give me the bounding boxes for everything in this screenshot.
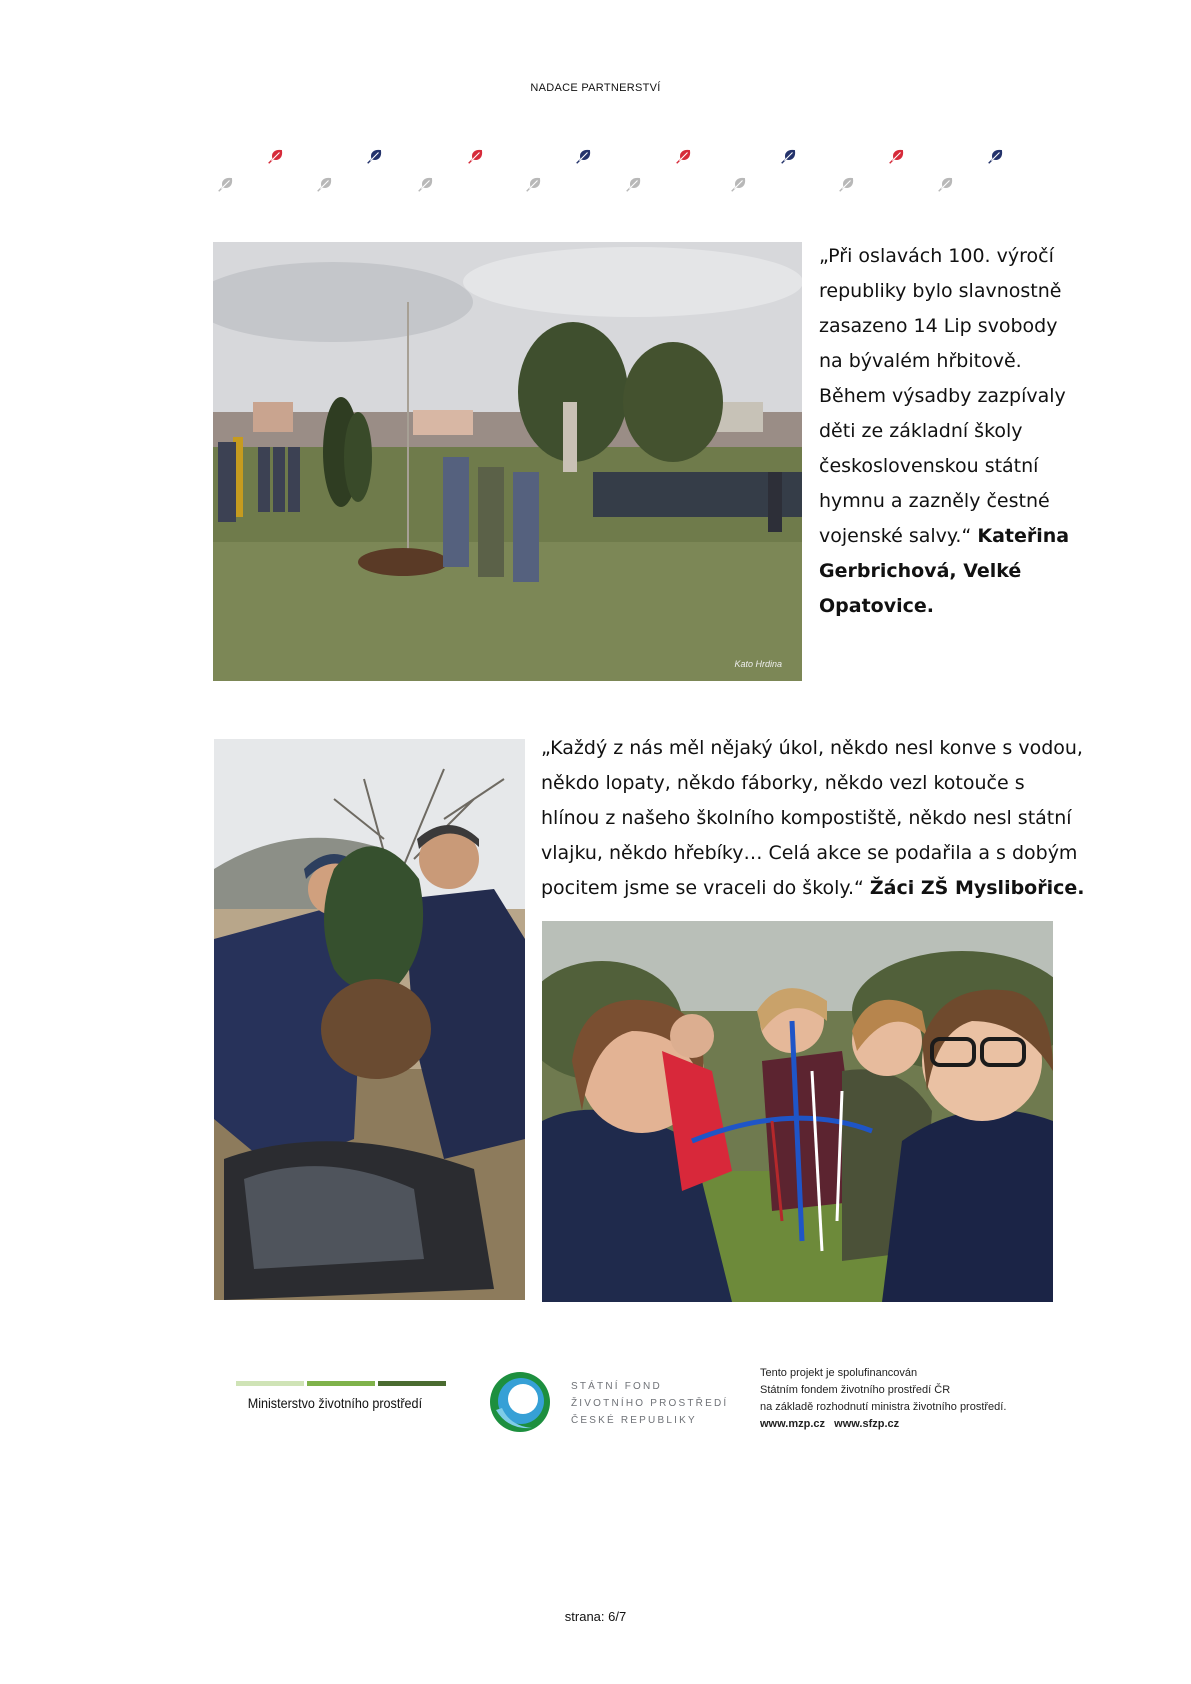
photo-credit: Kato Hrdina: [734, 659, 782, 669]
quote-section1: [819, 239, 1119, 624]
cofinancing-note: [760, 1365, 1080, 1433]
fund-name: [571, 1378, 728, 1429]
leaf-icon-red: [266, 148, 284, 166]
quote-author: Gerbrichová, Velké: [819, 560, 1022, 582]
leaf-icon-red: [674, 148, 692, 166]
quote-text: vojenské salvy.“: [819, 525, 978, 547]
quote-author: Žáci ZŠ Myslibořice.: [869, 877, 1085, 899]
leaf-icon-gray: [416, 176, 434, 194]
quote-line: hlínou z našeho školního kompostiště, někdo nesl státní: [541, 807, 1072, 829]
quote-line: někdo lopaty, někdo fáborky, někdo vezl kotouče s: [541, 772, 1025, 794]
leaf-icon-gray: [936, 176, 954, 194]
leaf-icon-gray: [524, 176, 542, 194]
leaf-icon-gray: [315, 176, 333, 194]
photo-tree-planting-ceremony: [213, 242, 802, 681]
quote-author-line: [819, 589, 1119, 624]
note-links[interactable]: www.mzp.cz www.sfzp.cz: [760, 1418, 900, 1430]
leaf-icon-gray: [837, 176, 855, 194]
quote-line: republiky bylo slavnostně: [819, 280, 1062, 302]
note-line: Tento projekt je spolufinancován: [760, 1367, 918, 1379]
photo-students-with-ribbons: [542, 921, 1053, 1302]
quote-line: československou státní: [819, 455, 1039, 477]
leaf-icon-navy: [365, 148, 383, 166]
fund-logo-icon: [488, 1370, 552, 1434]
quote-author: Kateřina: [977, 525, 1070, 547]
leaf-icon-navy: [574, 148, 592, 166]
quote-line-last: [819, 519, 1119, 554]
quote-line: zasazeno 14 Lip svobody: [819, 315, 1058, 337]
fund-name-line: ČESKÉ REPUBLIKY: [571, 1415, 697, 1426]
quote-line: „Při oslavách 100. výročí: [819, 245, 1054, 267]
leaf-icon-gray: [729, 176, 747, 194]
quote-section2: [541, 731, 1101, 906]
quote-line: „Každý z nás měl nějaký úkol, někdo nesl konve s vodou,: [541, 737, 1083, 759]
quote-text: pocitem jsme se vraceli do školy.“: [541, 877, 870, 899]
quote-line: vlajku, někdo hřebíky… Celá akce se podařila a s dobým: [541, 842, 1078, 864]
ministry-logo-bars: [236, 1381, 446, 1386]
fund-name-line: STÁTNÍ FOND: [571, 1381, 662, 1392]
photo-men-planting-tree: [214, 739, 525, 1300]
fund-name-line: ŽIVOTNÍHO PROSTŘEDÍ: [571, 1398, 729, 1409]
header-title: NADACE PARTNERSTVÍ: [530, 82, 661, 94]
leaf-icon-navy: [986, 148, 1004, 166]
quote-line: děti ze základní školy: [819, 420, 1023, 442]
quote-line: Během výsadby zazpívaly: [819, 385, 1066, 407]
quote-line-last: [541, 871, 1101, 906]
quote-author-line: [819, 554, 1119, 589]
page-number: strana: 6/7: [564, 1609, 627, 1624]
leaf-icon-gray: [216, 176, 234, 194]
ministry-logo: [236, 1381, 446, 1411]
leaf-icon-red: [887, 148, 905, 166]
note-line: na základě rozhodnutí ministra životního prostředí.: [760, 1401, 1007, 1413]
leaf-icon-gray: [624, 176, 642, 194]
quote-author: Opatovice.: [819, 595, 934, 617]
leaf-icon-navy: [779, 148, 797, 166]
leaf-icon-red: [466, 148, 484, 166]
quote-line: hymnu a zazněly čestné: [819, 490, 1050, 512]
quote-line: na bývalém hřbitově.: [819, 350, 1022, 372]
ministry-name: Ministerstvo životního prostředí: [247, 1395, 423, 1411]
note-line: Státním fondem životního prostředí ČR: [760, 1384, 951, 1396]
